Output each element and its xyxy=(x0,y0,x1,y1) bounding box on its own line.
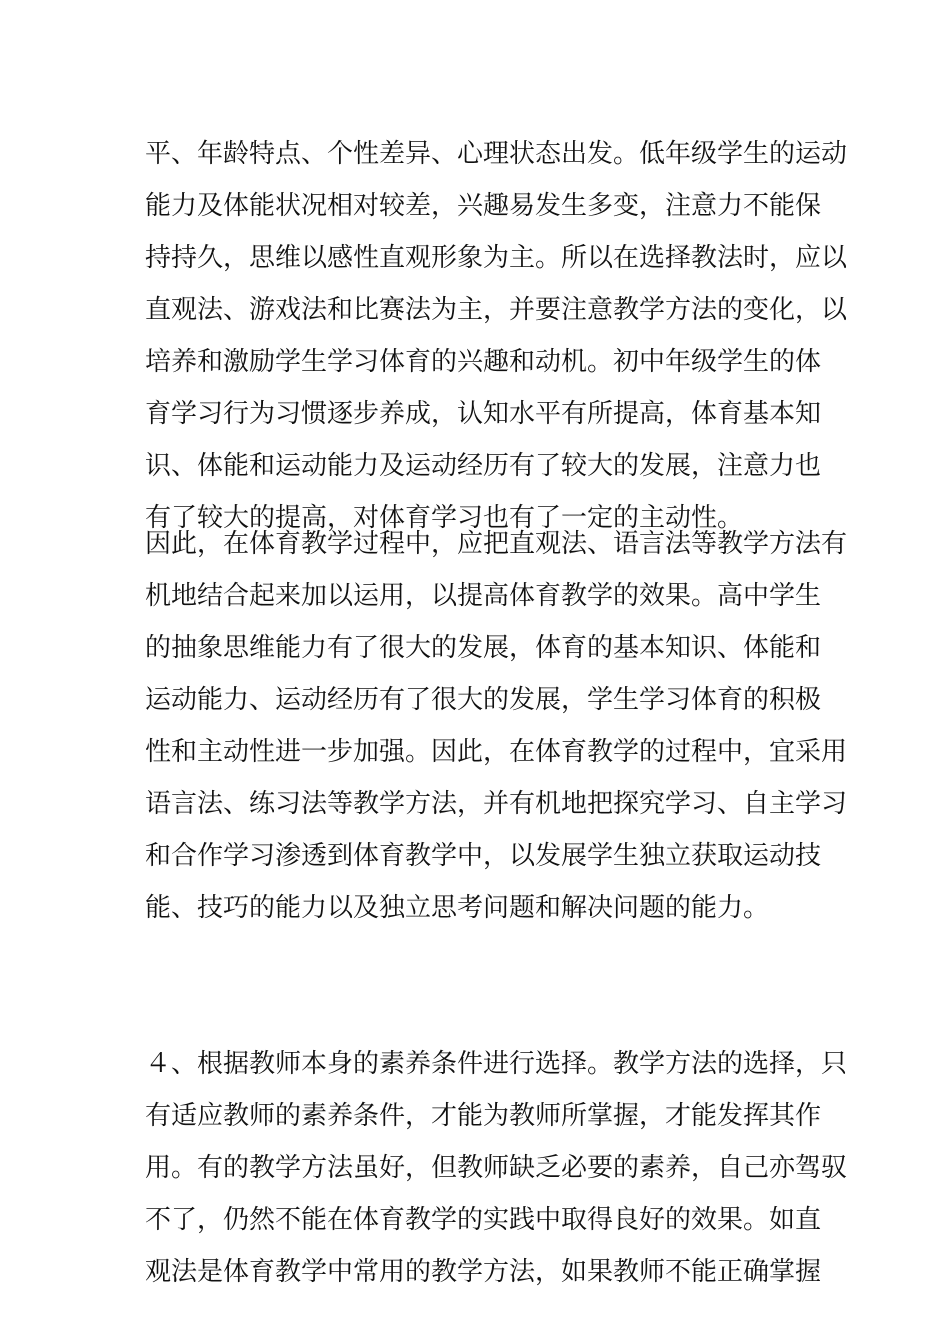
paragraph-2 xyxy=(145,518,848,934)
text-line: 观法是体育教学中常用的教学方法，如果教师不能正确掌握 xyxy=(145,1257,822,1287)
text-line: 能力及体能状况相对较差，兴趣易发生多变，注意力不能保 xyxy=(145,191,822,221)
text-line: 有适应教师的素养条件，才能为教师所掌握，才能发挥其作 xyxy=(145,1101,822,1131)
text-line: 有了较大的提高，对体育学习也有了一定的主动性。 xyxy=(145,503,744,533)
text-line: 能、技巧的能力以及独立思考问题和解决问题的能力。 xyxy=(145,893,770,923)
text-line: 育学习行为习惯逐步养成，认知水平有所提高，体育基本知 xyxy=(145,399,822,429)
paragraph-3 xyxy=(145,1038,848,1298)
text-line: 性和主动性进一步加强。因此，在体育教学的过程中，宜采用 xyxy=(145,737,848,767)
text-line: 培养和激励学生学习体育的兴趣和动机。初中年级学生的体 xyxy=(145,347,822,377)
text-line: 机地结合起来加以运用，以提高体育教学的效果。高中学生 xyxy=(145,581,822,611)
text-line: 用。有的教学方法虽好，但教师缺乏必要的素养，自己亦驾驭 xyxy=(145,1153,848,1183)
text-line: 语言法、练习法等教学方法，并有机地把探究学习、自主学习 xyxy=(145,789,848,819)
text-line: 识、体能和运动能力及运动经历有了较大的发展，注意力也 xyxy=(145,451,822,481)
text-line: 持持久，思维以感性直观形象为主。所以在选择教法时，应以 xyxy=(145,243,848,273)
text-line: 因此，在体育教学过程中，应把直观法、语言法等教学方法有 xyxy=(145,529,848,559)
text-line: 的抽象思维能力有了很大的发展，体育的基本知识、体能和 xyxy=(145,633,822,663)
text-line: 运动能力、运动经历有了很大的发展，学生学习体育的积极 xyxy=(145,685,822,715)
text-line: ４、根据教师本身的素养条件进行选择。教学方法的选择，只 xyxy=(145,1049,848,1079)
text-line: 平、年龄特点、个性差异、心理状态出发。低年级学生的运动 xyxy=(145,139,848,169)
text-line: 直观法、游戏法和比赛法为主，并要注意教学方法的变化，以 xyxy=(145,295,848,325)
text-line: 不了，仍然不能在体育教学的实践中取得良好的效果。如直 xyxy=(145,1205,822,1235)
text-line: 和合作学习渗透到体育教学中，以发展学生独立获取运动技 xyxy=(145,841,822,871)
